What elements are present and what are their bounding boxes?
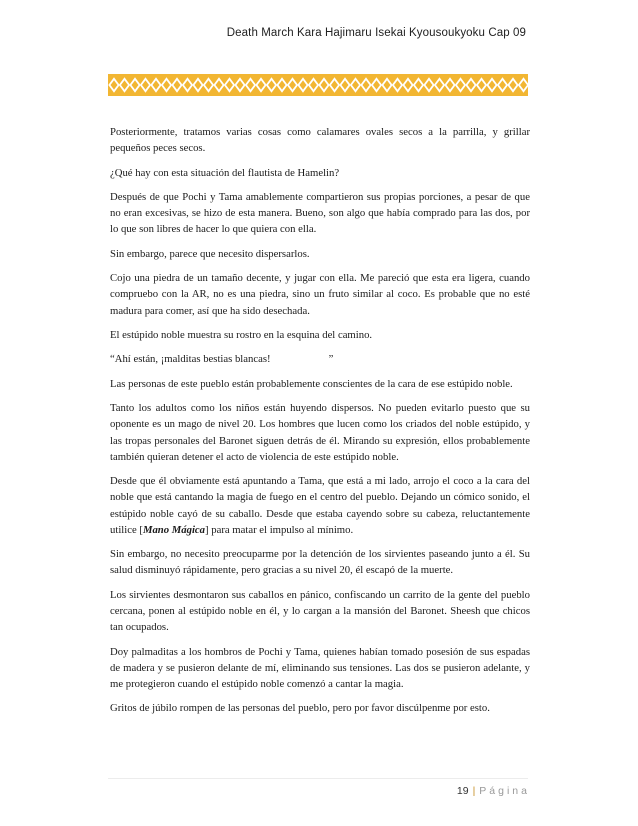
diamond-pattern-icon xyxy=(108,74,528,96)
diamond-ornament xyxy=(456,79,465,91)
paragraph: El estúpido noble muestra su rostro en la esquina del camino. xyxy=(110,328,373,341)
paragraph-text-after: ] para matar el impulso al mínimo. xyxy=(205,523,354,536)
skill-name: Mano Mágica xyxy=(142,523,206,536)
diamond-ornament xyxy=(319,79,328,91)
diamond-ornament xyxy=(246,79,255,91)
diamond-ornament xyxy=(487,79,496,91)
diamond-ornament xyxy=(267,79,276,91)
paragraph-mano-magica xyxy=(110,473,530,538)
diamond-ornament xyxy=(498,79,507,91)
diamond-ornament xyxy=(225,79,234,91)
diamond-ornament xyxy=(151,79,160,91)
page-footer xyxy=(457,785,530,797)
dialogue-line xyxy=(110,351,530,367)
paragraph: Sin embargo, parece que necesito dispersarlos. xyxy=(110,247,310,260)
diamond-ornament xyxy=(309,79,318,91)
diamond-ornament xyxy=(372,79,381,91)
diamond-ornament xyxy=(424,79,433,91)
paragraph: Doy palmaditas a los hombros de Pochi y Tama, quienes habían tomado posesión de sus espadas de madera y se pusieron delante de mí, eliminando sus tensiones. Las dos se pusieron adelante, y me protegieron cuando el estúpido noble comenzó a cantar la magia. xyxy=(110,645,530,690)
dialogue-close: ” xyxy=(328,353,334,366)
diamond-ornament xyxy=(330,79,339,91)
paragraph: Gritos de júbilo rompen de las personas del pueblo, pero por favor discúlpenme por esto. xyxy=(110,702,490,715)
paragraph: Las personas de este pueblo están probablemente conscientes de la cara de ese estúpido noble. xyxy=(110,377,513,390)
dialogue-open: “Ahí están, ¡malditas bestias blancas! xyxy=(110,353,271,366)
diamond-ornament xyxy=(214,79,223,91)
paragraph: Después de que Pochi y Tama amablemente compartieron sus propias porciones, a pesar de que no eran excesivas, se hizo de esta manera. Bueno, son algo que había comprado para las dos, por lo que son libres de hacer lo que quiera con ella. xyxy=(110,190,530,236)
paragraph: ¿Qué hay con esta situación del flautista de Hamelin? xyxy=(110,166,340,179)
decorative-diamond-band xyxy=(108,74,528,96)
diamond-ornament xyxy=(435,79,444,91)
diamond-ornament xyxy=(508,79,517,91)
footer-divider xyxy=(108,778,528,779)
diamond-ornament xyxy=(277,79,286,91)
diamond-ornament xyxy=(288,79,297,91)
paragraph-text-before: Desde que él obviamente está apuntando a Tama, que está a mi lado, arrojo el coco a la cara del noble que está cantando la magia de fuego en el centro del pueblo. Dejando un cómico sonido, el estúpido noble cayó de su caballo. Desde que estaba cayendo sobre su cabeza, reluctantemente utilice [ xyxy=(110,475,530,536)
diamond-ornament xyxy=(172,79,181,91)
page-header-title: Death March Kara Hajimaru Isekai Kyousoukyoku Cap 09 xyxy=(226,27,526,39)
paragraph: Los sirvientes desmontaron sus caballos en pánico, confiscando un carrito de la gente del pueblo cercana, ponen al estúpido noble en él, y lo cargan a la mansión del Baronet. Sheesh que chicos tan ocupados. xyxy=(110,588,530,634)
diamond-ornament xyxy=(519,79,528,91)
document-body xyxy=(110,124,530,725)
diamond-ornament xyxy=(414,79,423,91)
diamond-ornament xyxy=(141,79,150,91)
paragraph: Sin embargo, no necesito preocuparme por la detención de los sirvientes paseando junto a él. Su salud disminuyó rápidamente, pero gracias a su nivel 20, él escapó de la muerte. xyxy=(110,548,530,577)
diamond-ornament xyxy=(351,79,360,91)
diamond-ornament xyxy=(183,79,192,91)
diamond-ornament xyxy=(204,79,213,91)
diamond-ornament xyxy=(235,79,244,91)
footer-separator: | xyxy=(472,785,476,797)
paragraph: Tanto los adultos como los niños están huyendo dispersos. No pueden evitarlo puesto que su oponente es un mago de nivel 20. Los hombres que lucen como los criados del noble estúpido, y las tropas personales del Baronet siguen detrás de él. Mirando su expresión, ellos probablemente también quieran detener el acto de violencia de este estúpido noble. xyxy=(110,402,530,463)
diamond-ornament xyxy=(361,79,370,91)
diamond-ornament xyxy=(393,79,402,91)
diamond-ornament xyxy=(382,79,391,91)
diamond-ornament xyxy=(466,79,475,91)
diamond-ornament xyxy=(403,79,412,91)
diamond-ornament xyxy=(477,79,486,91)
diamond-ornament xyxy=(130,79,139,91)
page-number: 19 xyxy=(456,785,469,797)
diamond-ornament xyxy=(120,79,129,91)
diamond-ornament xyxy=(162,79,171,91)
paragraph: Cojo una piedra de un tamaño decente, y jugar con ella. Me pareció que esta era ligera, cuando compruebo con la AR, no es una piedra, sino un fruto similar al coco. Es probable que no esté madura para comer, así que ha sido desechada. xyxy=(110,272,530,317)
diamond-ornament xyxy=(256,79,265,91)
diamond-ornament xyxy=(298,79,307,91)
diamond-ornament xyxy=(445,79,454,91)
page-label: Página xyxy=(479,785,530,797)
paragraph: Posteriormente, tratamos varias cosas como calamares ovales secos a la parrilla, y grillar pequeños peces secos. xyxy=(110,126,530,155)
diamond-ornament xyxy=(193,79,202,91)
diamond-ornament xyxy=(340,79,349,91)
diamond-ornament xyxy=(109,79,118,91)
